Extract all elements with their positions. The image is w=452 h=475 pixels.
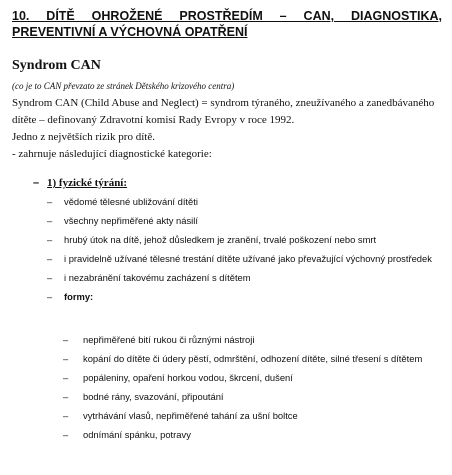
chapter-title: 10. DÍTĚ OHROŽENÉ PROSTŘEDÍM – CAN, DIAGNOSTIKA, PREVENTIVNÍ A VÝCHOVNÁ OPATŘENÍ [12, 9, 442, 39]
forms-label: formy: [64, 291, 94, 302]
section-heading: Syndrom CAN [12, 58, 101, 73]
list-item-text: odnímání spánku, potravy [83, 429, 191, 440]
list-item-text: nepřiměřené bití rukou či různými nástroji [83, 334, 255, 345]
dash-bullet: – [63, 334, 69, 345]
list-item-text: vědomé tělesné ubližování dítěti [64, 196, 198, 207]
dash-bullet: – [47, 272, 53, 283]
dash-bullet: – [63, 391, 69, 402]
dash-bullet: – [47, 291, 53, 302]
list-item [47, 268, 437, 287]
dash-bullet: – [47, 215, 53, 226]
risk-paragraph: Jedno z největších rizik pro dítě. [12, 131, 155, 143]
list-item-text: i nezabránění takovému zacházení s dítětem [64, 272, 251, 283]
list-item-forms [47, 287, 437, 306]
forms-list [63, 330, 423, 444]
intro-text [12, 95, 444, 163]
category-label: 1) fyzické týrání: [47, 177, 128, 189]
list-item-text: kopání do dítěte či údery pěstí, odmrštění, odhození dítěte, silné třesení s dítětem [83, 353, 423, 364]
dash-bullet: – [63, 353, 69, 364]
dash-bullet: – [63, 410, 69, 421]
list-item [63, 368, 423, 387]
list-item [47, 192, 437, 211]
list-item [63, 330, 423, 349]
definition-paragraph: Syndrom CAN (Child Abuse and Neglect) = syndrom týraného, zneužívaného a zanedbávaného dítěte – definovaný Zdravotní komisí Rady Evropy v roce 1992. [12, 97, 435, 126]
list-item [63, 406, 423, 425]
list-item-text: bodné rány, svazování, připoutání [83, 391, 224, 402]
list-item [63, 387, 423, 406]
dash-bullet: – [63, 372, 69, 383]
list-item [63, 349, 423, 368]
categories-intro: - zahrnuje následující diagnostické kategorie: [12, 148, 212, 160]
list-item [47, 249, 437, 268]
dash-bullet: – [63, 429, 69, 440]
list-item [47, 230, 437, 249]
list-item-text: hrubý útok na dítě, jehož důsledkem je zranění, trvalé poškození nebo smrt [64, 234, 377, 245]
list-item-physical-abuse [33, 174, 443, 193]
physical-abuse-list [47, 192, 437, 306]
list-item-text: všechny nepřiměřené akty násilí [64, 215, 198, 226]
dash-bullet: – [47, 253, 53, 264]
dash-bullet: – [47, 196, 53, 207]
dash-bullet: – [33, 177, 40, 189]
list-item-text: popáleniny, opaření horkou vodou, škrcení, dušení [83, 372, 293, 383]
category-list [33, 174, 443, 193]
list-item [63, 425, 423, 444]
list-item [47, 211, 437, 230]
list-item-text: vytrhávání vlasů, nepřiměřené tahání za ušní boltce [83, 410, 298, 421]
source-note: (co je to CAN převzato ze stránek Dětského krizového centra) [12, 81, 235, 91]
dash-bullet: – [47, 234, 53, 245]
list-item-text: i pravidelně užívané tělesné trestání dítěte užívané jako převažující výchovný prostředek [64, 253, 432, 264]
